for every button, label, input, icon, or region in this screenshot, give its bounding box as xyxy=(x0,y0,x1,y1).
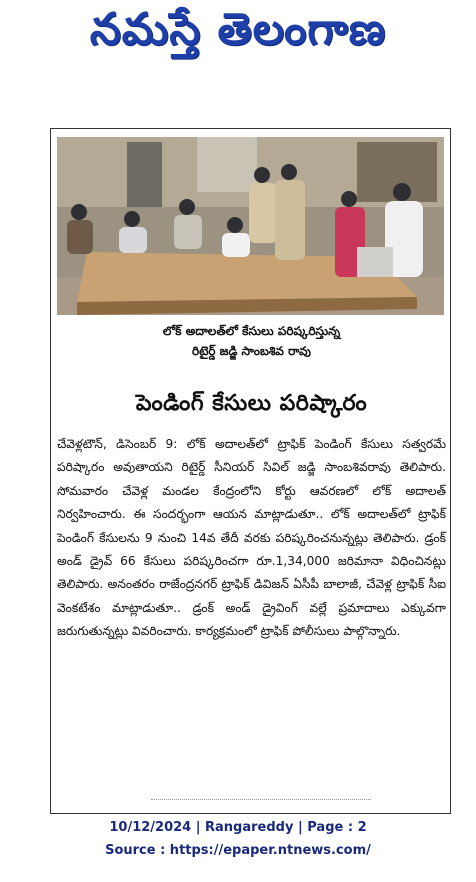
article-photo xyxy=(57,137,444,315)
news-clipping xyxy=(50,128,451,814)
edition-meta: 10/12/2024 | Rangareddy | Page : 2 xyxy=(109,820,367,835)
clip-cutoff-divider xyxy=(151,799,371,806)
photo-caption xyxy=(51,321,452,361)
newspaper-logo: నమస్తే తెలంగాణ xyxy=(89,4,387,55)
article-paragraph: చేవెళ్లటౌన్, డిసెంబర్ 9: లోక్ అదాలత్‌లో ట్రాఫిక్ పెండింగ్ కేసులు సత్వరమే పరిష్కారం అవుతాయని రిటైర్డ్ సీనియర్ సివిల్ జడ్జి సాంబశివరావు తెలిపారు. సోమవారం చేవెళ్ల మండల కేంద్రంలోని కోర్టు ఆవరణలో లోక్ అదాలత్ నిర్వహించారు. ఈ సందర్భంగా ఆయన మాట్లాడుతూ.. లోక్ అదాలత్‌లో ట్రాఫిక్ పెండింగ్ కేసులను 9 నుంచి 14వ తేదీ వరకు పరిష్కరించనున్నట్లు తెలిపారు. డ్రంక్ అండ్ డ్రైవ్ 66 కేసులు పరిష్కరించగా రూ.1,34,000 జరిమానా విధించినట్లు తెలిపారు. అనంతరం రాజేంద్రనగర్ ట్రాఫిక్ డివిజన్ ఏసీపీ బాలాజీ, చేవెళ్ల ట్రాఫిక్ సీఐ వెంకటేశం మాట్లాడుతూ.. డ్రంక్ అండ్ డ్రైవింగ్ వల్లే ప్రమాదాలు ఎక్కువగా జరుగుతున్నట్లు వివరించారు. కార్యక్రమంలో ట్రాఫిక్ పోలీసులు పాల్గొన్నారు. xyxy=(57,437,446,639)
caption-line-2: రిటైర్డ్ జడ్జి సాంబశివ రావు xyxy=(192,344,311,358)
masthead xyxy=(0,0,476,100)
article-headline: పెండింగ్ కేసులు పరిష్కారం xyxy=(135,391,368,416)
article-body xyxy=(57,433,446,644)
source-link[interactable]: Source : https://epaper.ntnews.com/ xyxy=(105,843,371,858)
caption-line-1: లోక్ అదాలత్‌లో కేసులు పరిష్కరిస్తున్న xyxy=(162,324,341,338)
